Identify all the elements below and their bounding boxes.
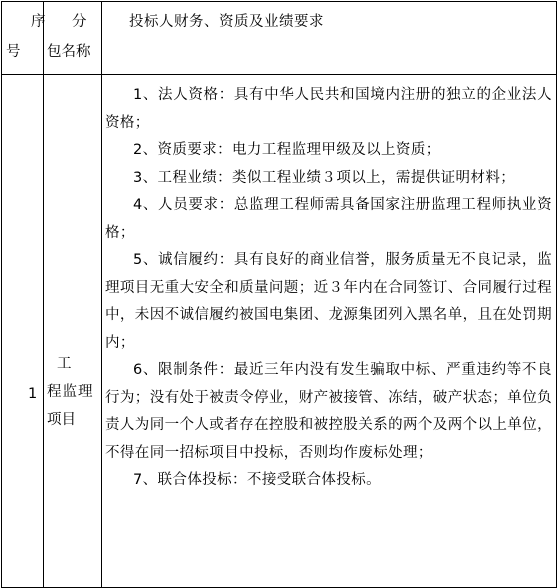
requirement-item: 3、工程业绩：类似工程业绩３项以上，需提供证明材料； <box>133 169 516 186</box>
requirement-item: 1、法人资格：具有中华人民共和国境内注册的独立的企业法人资格； <box>105 87 552 131</box>
requirement-item: 5、诚信履约：具有良好的商业信誉，服务质量无不良记录，监理项目无重大安全和质量问题；近３年内在合同签订、合同履行过程中，未因不诚信履约被国电集团、龙源集团列入黑名单，且在处罚期内； <box>105 252 552 351</box>
requirement-item: 2、资质要求：电力工程监理甲级及以上资质； <box>133 142 441 158</box>
header-name-line1: 分 <box>72 14 87 30</box>
table-row <box>2 75 557 588</box>
header-seq-cell <box>2 2 44 75</box>
row-seq-cell <box>2 75 44 588</box>
requirement-item: 4、人员要求：总监理工程师需具备国家注册监理工程师执业资格； <box>105 197 552 241</box>
header-name-line2: 包名称 <box>47 44 91 60</box>
bid-requirements-table <box>1 1 557 588</box>
row-name-line1: 工 <box>57 356 72 372</box>
requirement-item: 6、限制条件：最近三年内没有发生骗取中标、严重违约等不良行为；没有处于被责令停业，财产被接管、冻结，破产状态；单位负责人为同一个人或者存在控股和被控股关系的两个及两个以上单位，不得在同一招标项目中投标，否则均作废标处理； <box>105 362 552 461</box>
row-requirements-cell <box>102 75 557 588</box>
row-name-line2: 程监理 <box>47 384 94 400</box>
row-name-line3: 项目 <box>47 412 76 428</box>
row-seq: 1 <box>28 386 38 402</box>
row-name-cell <box>44 75 102 588</box>
header-name-cell <box>44 2 102 75</box>
header-seq-line2: 号 <box>6 44 21 60</box>
header-seq-line1: 序 <box>31 14 46 30</box>
table-header-row <box>2 2 557 75</box>
header-requirements-cell <box>102 2 557 75</box>
header-requirements-title: 投标人财务、资质及业绩要求 <box>129 14 324 30</box>
requirement-item: 7、联合体投标：不接受联合体投标。 <box>133 472 382 488</box>
